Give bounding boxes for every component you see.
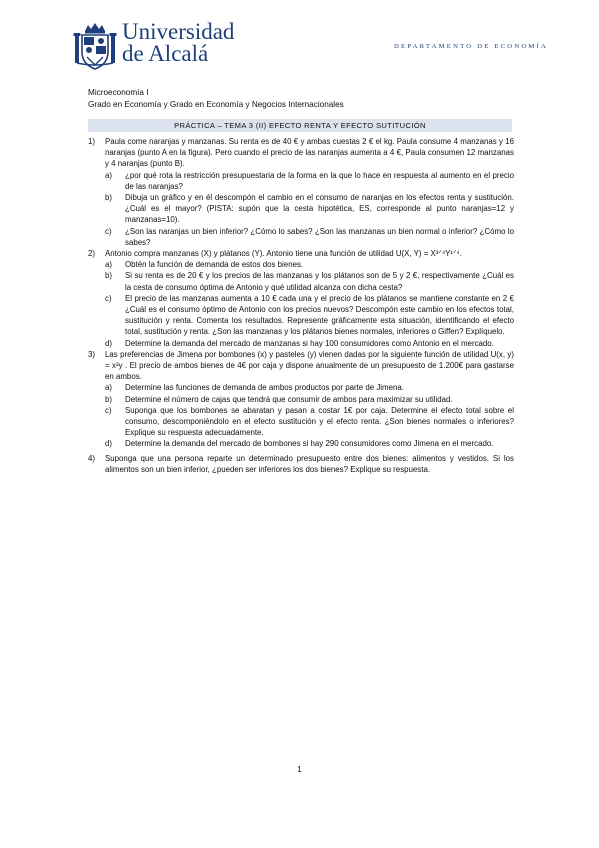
course-info xyxy=(88,87,344,111)
question-text: Las preferencias de Jimena por bombones (x) y pasteles (y) vienen dadas por la siguiente función de utilidad U(x, y) = x²y . El precio de ambos bienes de 4€ por caja y dispone anualmente de un presupuesto de 1.200€ para gastarse en ambos. xyxy=(105,349,514,382)
question-item xyxy=(105,293,514,338)
university-name-line2: de Alcalá xyxy=(122,41,209,66)
question-1 xyxy=(88,136,514,248)
question-4 xyxy=(88,453,514,475)
department-name: DEPARTAMENTO DE ECONOMÍA xyxy=(393,43,548,50)
item-text: Determine la demanda del mercado de bombones si hay 290 consumidores como Jimena en el mercado. xyxy=(125,439,494,449)
question-number: 2) xyxy=(88,249,96,259)
item-text: El precio de las manzanas aumenta a 10 € cada una y el precio de los plátanos se mantiene constante en 2 € ¿Cuál es el consumo óptimo de Antonio con los precios nuevos? Descompón este cambio en los efectos total, sustitución y renta. Comenta los resultados. Represente gráficamente esta situación, identificando el efecto total, sustitución y renta. ¿Son las manzanas y los plátanos bienes normales, inferiores o Giffen? Explíquelo. xyxy=(125,293,514,337)
question-item xyxy=(105,192,514,226)
university-logo xyxy=(73,20,233,72)
question-item xyxy=(105,438,514,449)
item-letter: b) xyxy=(105,394,113,404)
question-number: 1) xyxy=(88,137,96,146)
practice-title-banner xyxy=(88,119,512,132)
item-text: Obtén la función de demanda de estos dos bienes. xyxy=(125,260,304,270)
item-letter: a) xyxy=(105,170,113,180)
item-letter: b) xyxy=(105,193,113,203)
question-text: Antonio compra manzanas (X) y plátanos (Y). Antonio tiene una función de utilidad U(X, Y) = X³ᐟ⁴Y¹ᐟ⁴. xyxy=(105,249,462,259)
course-degrees: Grado en Economía y Grado en Economía y Negocios Internacionales xyxy=(88,100,344,109)
question-item xyxy=(105,170,514,192)
practice-title: PRÁCTICA – TEMA 3 (II) EFECTO RENTA Y EFECTO SUTITUCIÓN xyxy=(174,121,426,130)
question-item xyxy=(105,382,514,393)
item-letter: c) xyxy=(105,226,112,236)
question-3 xyxy=(88,349,514,450)
question-item xyxy=(105,405,514,439)
course-subject: Microeconomía I xyxy=(88,88,149,97)
item-letter: c) xyxy=(105,405,112,415)
item-text: ¿Son las naranjas un bien inferior? ¿Cómo lo sabes? ¿Son las manzanas un bien normal o inferior? ¿Cómo lo sabes? xyxy=(125,226,514,247)
university-name xyxy=(122,21,234,65)
item-letter: d) xyxy=(105,439,113,449)
item-text: Determine el número de cajas que tendrá que consumir de ambos para maximizar su utilidad. xyxy=(125,394,453,404)
question-item xyxy=(105,394,514,405)
item-text: Determine la demanda del mercado de manzanas si hay 100 consumidores como Antonio en el mercado. xyxy=(125,338,494,348)
university-name-line1: Universidad xyxy=(122,19,235,44)
question-text: Paula come naranjas y manzanas. Su renta es de 40 € y ambas cuestas 2 € el kg. Paula consume 4 manzanas y 16 naranjas (punto A en la figura). Pero cuando el precio de las naranjas aumenta a 4 €, Paula consumen 12 manzanas y 4 naranjas (punto B). xyxy=(105,137,514,169)
question-number: 3) xyxy=(88,349,96,359)
item-letter: c) xyxy=(105,293,112,303)
question-item xyxy=(105,259,514,270)
question-number: 4) xyxy=(88,453,96,463)
question-item xyxy=(105,338,514,349)
question-text: Suponga que una persona reparte un determinado presupuesto entre dos bienes: alimentos y vestidos. Si los alimentos son un bien inferior, ¿pueden ser inferiores los dos bienes? Explique su respuesta. xyxy=(105,453,514,474)
item-letter: b) xyxy=(105,271,113,281)
page-number: 1 xyxy=(297,765,302,774)
question-item xyxy=(105,270,514,292)
questions-list xyxy=(88,136,514,475)
item-text: ¿por qué rota la restricción presupuestaria de la forma en la que lo hace en respuesta al aumento en el precio de las naranjas? xyxy=(125,170,514,191)
item-letter: d) xyxy=(105,338,113,348)
question-item xyxy=(105,226,514,248)
item-text: Determine las funciones de demanda de ambos productos por parte de Jimena. xyxy=(125,383,404,393)
item-text: Si su renta es de 20 € y los precios de las manzanas y los plátanos son de 5 y 2 €, respectivamente ¿Cuál es la cesta de consumo óptima de Antonio y qué utilidad alcanza con dicha cesta? xyxy=(125,271,514,292)
university-crest-icon xyxy=(73,22,117,70)
item-text: Suponga que los bombones se abaratan y pasan a costar 1€ por caja. Determine el efecto total sobre el consumo, descomponiéndolo en el efecto sustitución y el efecto renta. ¿Son bienes normales o inferiores? Explique su respuesta adecuadamente. xyxy=(125,405,514,438)
item-letter: a) xyxy=(105,383,113,393)
item-letter: a) xyxy=(105,260,113,270)
question-2 xyxy=(88,248,514,349)
item-text: Dibuja un gráfico y en él descompón el cambio en el consumo de naranjas en los efectos renta y sustitución. ¿Cuál es el mayor? (PISTA: supón que la cesta hipotética, ES, corresponde al punto naranjas=12 y manzanas=10). xyxy=(125,193,514,225)
